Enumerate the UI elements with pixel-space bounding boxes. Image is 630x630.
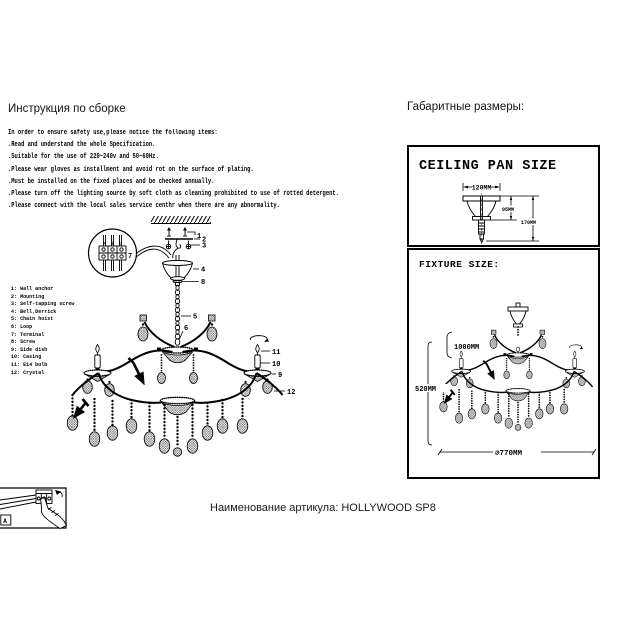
callout-1: 1: [197, 233, 202, 241]
fixture-size-box: [407, 248, 600, 479]
callout-11: 11: [272, 349, 281, 357]
dim-fixture-drop: 1000MM: [454, 344, 480, 352]
safety-item: .Must be installed on the fixed places and be checked annually.: [8, 177, 215, 186]
dimensions-title: Габаритные размеры:: [407, 101, 525, 113]
terminal-label-l: L: [119, 242, 122, 247]
callout-4: 4: [201, 266, 206, 275]
assembly-instructions-title: Инструкция по сборке: [8, 103, 126, 115]
dim-ceiling-width: 120MM: [471, 184, 492, 192]
callout-5: 5: [193, 313, 198, 322]
canopy-bell: [163, 248, 193, 286]
callout-8: 8: [201, 279, 206, 287]
callout-2: 2: [202, 236, 207, 245]
callout-12: 12: [287, 389, 296, 397]
ceiling-pan-box: [407, 145, 600, 247]
mounting-bracket: [165, 239, 193, 249]
earth-symbol: ⏚: [110, 242, 115, 247]
dim-ceiling-total: 170MM: [521, 220, 537, 226]
parts-list-item: 8: Screw: [11, 338, 36, 346]
parts-list-item: 10: Casing: [11, 353, 42, 361]
parts-list-item: 1: Wall anchor: [11, 285, 54, 292]
parts-list-item: 3: Self-tapping screw: [11, 300, 75, 308]
callout-6: 6: [184, 325, 189, 333]
supply-wire: [133, 246, 171, 259]
ceiling-pan-title: CEILING PAN SIZE: [419, 159, 557, 174]
safety-intro: In order to ensure safety use,please notice the following items:: [8, 129, 218, 137]
chandelier-drawing: [67, 315, 282, 456]
safety-item: .Please wear gloves as installment and avoid rot on the surface of plating.: [8, 165, 254, 174]
pictogram-corner-label: A: [3, 517, 7, 525]
dim-fixture-diameter: ∅770MM: [495, 450, 523, 458]
callout-10: 10: [272, 361, 281, 369]
parts-list-item: 6: Loop: [11, 322, 33, 330]
terminal-detail-circle: [89, 229, 137, 277]
safety-item: .Please connect with the local sales service centhr when there are any abnormality.: [8, 202, 280, 211]
ceiling-hatch: [151, 216, 211, 224]
parts-list-item: 7: Terminal: [11, 330, 45, 338]
fixture-canopy: [508, 303, 528, 336]
fixture-size-title: FIXTURE SIZE:: [419, 259, 500, 270]
wall-anchors: [167, 227, 187, 236]
parts-list-item: 12: Crystal: [11, 368, 45, 376]
fixture-drawing: [409, 250, 598, 477]
dim-fixture-body: 520MM: [415, 386, 437, 394]
callout-9: 9: [278, 372, 283, 380]
assembly-diagram: [55, 215, 317, 485]
pan-profile: [463, 193, 500, 244]
parts-list-item: 9: Side dish: [11, 345, 48, 353]
dim-ceiling-mid: 95MM: [502, 207, 515, 213]
callout-3: 3: [202, 242, 207, 251]
article-name: Наименование артикула: HOLLYWOOD SP8: [210, 502, 436, 514]
parts-list-item: 11: E14 bulb: [11, 360, 48, 368]
parts-list-item: 4: Bell,Derrick: [11, 307, 57, 315]
callout-7: 7: [128, 253, 133, 261]
chain: [175, 286, 179, 340]
parts-list-item: 2: Mounting: [11, 292, 45, 300]
safety-instructions: [8, 127, 339, 212]
safety-item: .Suitable for the use of 220~240v and 50~60Hz.: [8, 153, 159, 162]
ceiling-pan-drawing: [409, 147, 598, 245]
safety-item: .Please turn off the lighting source by soft cloth as cleaning prohibited to use of rotted detergent.: [8, 190, 339, 199]
wiring-warning-pictogram: [0, 487, 70, 531]
parts-list-item: 5: Chain hoist: [11, 315, 54, 323]
safety-item: .Read and understand the whole Specification.: [8, 141, 156, 150]
terminal-label-n: N: [103, 242, 106, 247]
